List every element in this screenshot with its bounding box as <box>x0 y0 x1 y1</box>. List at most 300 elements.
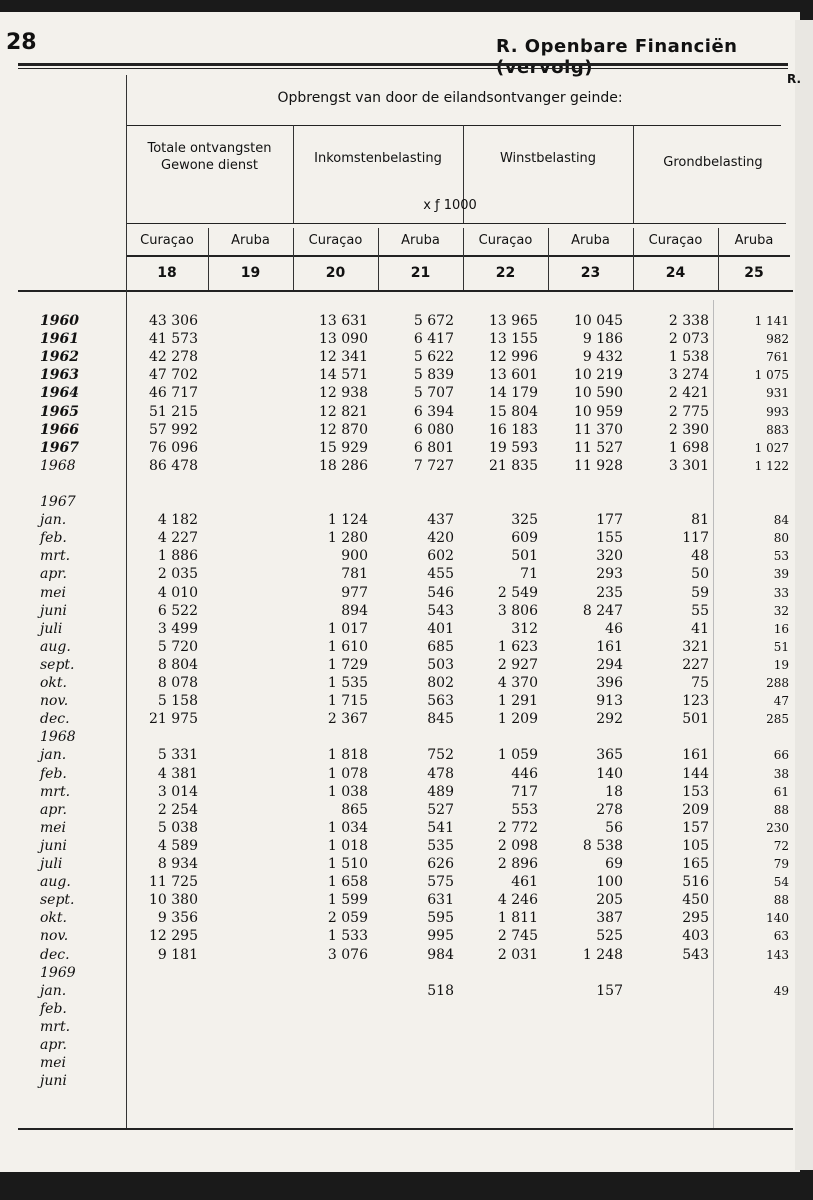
table-cell: 1 291 <box>497 693 538 710</box>
table-cell: 15 804 <box>489 403 538 420</box>
table-cell: 2 421 <box>668 385 709 402</box>
table-cell: 2 772 <box>497 819 538 836</box>
table-cell: 631 <box>427 892 454 909</box>
row-label: apr. <box>40 566 67 583</box>
table-cell: 12 996 <box>489 349 538 366</box>
side-mark: R. <box>787 72 802 86</box>
page-number: 28 <box>6 30 37 55</box>
table-cell: 1 027 <box>754 440 789 455</box>
group-divider <box>633 125 634 223</box>
table-cell: 516 <box>682 874 709 891</box>
table-cell: 2 367 <box>327 711 368 728</box>
table-cell: 5 707 <box>413 385 454 402</box>
table-cell: 61 <box>773 784 789 799</box>
group-divider <box>293 125 294 223</box>
table-cell: 13 631 <box>319 313 368 329</box>
group-header-grond: Grondbelasting <box>663 155 763 170</box>
table-cell: 401 <box>427 620 454 637</box>
table-cell: 76 096 <box>149 439 198 456</box>
row-label: jan. <box>40 747 67 764</box>
row-label: 1961 <box>40 331 79 348</box>
table-cell: 1 715 <box>327 693 368 710</box>
table-cell: 50 <box>691 566 709 583</box>
row-label: juli <box>40 620 63 637</box>
table-cell: 8 078 <box>157 675 198 691</box>
table-cell: 894 <box>341 602 368 619</box>
group-header-winst: Winstbelasting <box>499 151 597 166</box>
row-label: 1965 <box>40 403 79 420</box>
table-cell: 153 <box>682 783 709 800</box>
row-label: 1962 <box>40 349 79 366</box>
table-cell: 2 338 <box>668 313 709 329</box>
table-cell: 14 179 <box>489 385 538 402</box>
table-cell: 140 <box>596 765 623 782</box>
row-label: 1964 <box>40 385 79 402</box>
table-cell: 993 <box>766 404 789 419</box>
table-cell: 285 <box>766 712 789 727</box>
table-cell: 9 432 <box>582 349 623 366</box>
table-cell: 15 929 <box>319 439 368 456</box>
table-cell: 595 <box>427 910 454 927</box>
table-cell: 541 <box>427 819 454 836</box>
column-number: 23 <box>580 265 601 281</box>
table-cell: 177 <box>596 512 623 529</box>
table-cell: 1 886 <box>157 548 198 565</box>
table-cell: 5 331 <box>157 747 198 764</box>
table-cell: 1 818 <box>327 747 368 764</box>
table-cell: 4 182 <box>157 512 198 529</box>
table-cell: 5 622 <box>413 349 454 366</box>
table-cell: 39 <box>773 567 789 582</box>
table-cell: 295 <box>682 910 709 927</box>
table-cell: 9 356 <box>157 910 198 927</box>
table-cell: 525 <box>596 928 623 945</box>
column-number: 18 <box>157 265 177 281</box>
subcol-header-19: Aruba <box>231 233 270 248</box>
table-cell: 53 <box>773 549 789 564</box>
table-cell: 2 390 <box>668 421 709 438</box>
table-cell: 717 <box>511 783 538 800</box>
row-label: mrt. <box>40 548 71 565</box>
table-cell: 1 811 <box>497 910 538 927</box>
table-cell: 1 280 <box>327 530 368 547</box>
table-cell: 802 <box>427 675 454 691</box>
table-cell: 1 599 <box>327 892 368 909</box>
row-label: 1960 <box>40 313 79 329</box>
subcol-header-18: Curaçao <box>140 233 194 248</box>
table-cell: 995 <box>427 928 454 945</box>
table-cell: 5 038 <box>157 819 198 836</box>
table-cell: 489 <box>427 783 454 800</box>
table-cell: 984 <box>427 946 454 963</box>
table-cell: 14 571 <box>319 367 368 384</box>
table-cell: 501 <box>511 548 538 565</box>
unit-label: x ƒ 1000 <box>423 198 477 213</box>
table-cell: 46 <box>605 620 623 637</box>
column-number: 20 <box>325 265 346 281</box>
table-cell: 8 538 <box>582 837 623 854</box>
table-cell: 7 727 <box>413 457 454 474</box>
table-cell: 365 <box>596 747 623 764</box>
table-cell: 144 <box>682 765 709 782</box>
table-cell: 84 <box>773 513 789 528</box>
table-cell: 41 <box>691 620 709 637</box>
row-label: mei <box>40 819 67 836</box>
row-label: 1968 <box>40 457 76 474</box>
table-cell: 21 975 <box>149 711 198 728</box>
subcol-header-24: Curaçao <box>648 233 703 248</box>
row-label: jan. <box>40 512 67 529</box>
table-cell: 1 124 <box>327 512 368 529</box>
table-cell: 325 <box>511 512 538 529</box>
header-rule-2 <box>126 223 786 224</box>
row-label: aug. <box>40 638 71 655</box>
row-label: aug. <box>40 874 71 891</box>
table-cell: 140 <box>766 911 789 926</box>
table-cell: 1 017 <box>327 620 368 637</box>
table-cell: 55 <box>691 602 709 619</box>
table-cell: 3 076 <box>327 946 368 963</box>
header-rule-4 <box>18 290 793 292</box>
table-cell: 1 623 <box>497 638 538 655</box>
table-cell: 3 274 <box>668 367 709 384</box>
table-cell: 9 181 <box>157 946 198 963</box>
table-cell: 72 <box>773 838 789 853</box>
table-cell: 4 010 <box>157 584 198 601</box>
row-label: 1968 <box>40 729 76 746</box>
table-cell: 227 <box>682 656 709 673</box>
row-label: okt. <box>40 675 67 691</box>
row-label: juli <box>40 856 63 872</box>
table-cell: 761 <box>766 350 789 365</box>
row-label: sept. <box>40 656 75 673</box>
table-cell: 42 278 <box>149 349 198 366</box>
table-cell: 3 014 <box>157 783 198 800</box>
subcol-header-25: Aruba <box>734 233 774 248</box>
table-cell: 10 045 <box>574 313 623 329</box>
subcol-header-20: Curaçao <box>308 233 363 248</box>
table-cell: 450 <box>682 892 709 909</box>
table-cell: 100 <box>596 874 623 891</box>
table-cell: 1 535 <box>327 675 368 691</box>
table-cell: 2 059 <box>327 910 368 927</box>
row-label: 1967 <box>40 494 76 510</box>
table-cell: 982 <box>766 332 789 347</box>
table-cell: 931 <box>766 386 789 401</box>
table-cell: 2 098 <box>497 837 538 854</box>
table-cell: 51 <box>773 639 789 654</box>
table-cell: 321 <box>682 638 709 655</box>
table-cell: 900 <box>341 548 368 565</box>
table-cell: 38 <box>773 766 789 781</box>
table-cell: 12 295 <box>149 928 198 945</box>
table-cell: 1 538 <box>668 349 709 366</box>
table-cell: 6 522 <box>157 602 198 619</box>
table-cell: 10 380 <box>149 892 198 909</box>
row-label: apr. <box>40 801 67 818</box>
table-cell: 11 725 <box>149 874 198 891</box>
super-header: Opbrengst van door de eilandsontvanger geinde: <box>277 90 623 106</box>
table-cell: 478 <box>427 765 454 782</box>
table-cell: 12 821 <box>319 403 368 420</box>
table-cell: 66 <box>773 748 789 763</box>
table-cell: 1 610 <box>327 638 368 655</box>
table-cell: 2 775 <box>668 403 709 420</box>
table-cell: 4 227 <box>157 530 198 547</box>
table-cell: 278 <box>596 801 623 818</box>
table-cell: 553 <box>511 801 538 818</box>
table-cell: 609 <box>511 530 538 547</box>
row-label: juni <box>40 1073 67 1090</box>
table-cell: 2 031 <box>497 946 538 963</box>
table-cell: 81 <box>691 512 709 529</box>
table-cell: 56 <box>605 819 623 836</box>
row-label: sept. <box>40 892 75 909</box>
table-cell: 143 <box>766 947 789 962</box>
table-cell: 157 <box>596 982 623 999</box>
table-cell: 9 186 <box>582 331 623 348</box>
table-cell: 21 835 <box>489 457 538 474</box>
table-cell: 437 <box>427 512 454 529</box>
table-cell: 2 254 <box>157 801 198 818</box>
table-cell: 57 992 <box>149 421 198 438</box>
row-label: feb. <box>40 765 67 782</box>
table-cell: 1 209 <box>497 711 538 728</box>
table-cell: 845 <box>427 711 454 728</box>
row-label: nov. <box>40 693 69 710</box>
table-cell: 11 527 <box>574 439 623 456</box>
running-title: R. Openbare Financiën <box>496 36 738 57</box>
row-label: dec. <box>40 711 70 728</box>
row-label: nov. <box>40 928 69 945</box>
row-label: jan. <box>40 982 67 999</box>
table-cell: 8 804 <box>157 656 198 673</box>
table-cell: 535 <box>427 837 454 854</box>
table-cell: 2 927 <box>497 656 538 673</box>
faint-divider <box>713 300 714 1128</box>
table-cell: 752 <box>427 747 454 764</box>
table-cell: 543 <box>427 602 454 619</box>
table-cell: 11 370 <box>574 421 623 438</box>
table-cell: 5 672 <box>413 313 454 329</box>
table-cell: 16 183 <box>489 421 538 438</box>
table-cell: 2 549 <box>497 584 538 601</box>
table-cell: 1 729 <box>327 656 368 673</box>
table-cell: 503 <box>427 656 454 673</box>
table-cell: 563 <box>427 693 454 710</box>
row-label: dec. <box>40 946 70 963</box>
table-cell: 6 080 <box>413 421 454 438</box>
table-cell: 117 <box>682 530 709 547</box>
table-cell: 209 <box>682 801 709 818</box>
table-cell: 1 698 <box>668 439 709 456</box>
table-cell: 157 <box>682 819 709 836</box>
table-cell: 18 <box>605 783 623 800</box>
row-label: juni <box>40 602 67 619</box>
table-cell: 161 <box>596 638 623 655</box>
top-rule <box>18 63 788 66</box>
table-cell: 161 <box>682 747 709 764</box>
table-cell: 88 <box>773 802 789 817</box>
table-cell: 293 <box>596 566 623 583</box>
column-number: 24 <box>665 265 686 281</box>
table-cell: 16 <box>773 621 789 636</box>
table-cell: 1 034 <box>327 819 368 836</box>
table-cell: 1 510 <box>327 856 368 872</box>
table-cell: 105 <box>682 837 709 854</box>
table-cell: 88 <box>773 893 789 908</box>
column-number: 21 <box>410 265 431 281</box>
table-cell: 518 <box>427 982 454 999</box>
table-cell: 977 <box>341 584 368 601</box>
table-cell: 1 059 <box>497 747 538 764</box>
table-cell: 1 248 <box>582 946 623 963</box>
table-cell: 1 078 <box>327 765 368 782</box>
column-number: 22 <box>495 265 516 281</box>
table-cell: 396 <box>596 675 623 691</box>
table-cell: 48 <box>691 548 709 565</box>
table-cell: 420 <box>427 530 454 547</box>
table-cell: 41 573 <box>149 331 198 348</box>
top-rule-thin <box>18 68 788 69</box>
table-cell: 3 806 <box>497 602 538 619</box>
table-cell: 5 720 <box>157 638 198 655</box>
table-cell: 626 <box>427 856 454 872</box>
table-cell: 685 <box>427 638 454 655</box>
table-cell: 10 219 <box>574 367 623 384</box>
table-cell: 387 <box>596 910 623 927</box>
row-label: mei <box>40 584 67 601</box>
table-cell: 46 717 <box>149 385 198 402</box>
table-cell: 6 417 <box>413 331 454 348</box>
subcol-header-22: Curaçao <box>478 233 533 248</box>
table-cell: 79 <box>773 857 789 871</box>
table-cell: 19 <box>773 657 789 672</box>
table-cell: 2 035 <box>157 566 198 583</box>
table-cell: 47 702 <box>149 367 198 384</box>
bottom-rule <box>18 1128 793 1130</box>
table-cell: 10 959 <box>574 403 623 420</box>
table-cell: 80 <box>773 531 789 546</box>
table-cell: 1 533 <box>327 928 368 945</box>
table-cell: 51 215 <box>149 403 198 420</box>
row-label: feb. <box>40 530 67 547</box>
table-cell: 3 301 <box>668 457 709 474</box>
table-cell: 13 601 <box>489 367 538 384</box>
table-cell: 527 <box>427 801 454 818</box>
table-cell: 13 090 <box>319 331 368 348</box>
table-cell: 12 938 <box>319 385 368 402</box>
table-cell: 1 075 <box>754 368 789 383</box>
row-label: mrt. <box>40 1018 71 1035</box>
table-cell: 165 <box>682 856 709 872</box>
table-cell: 1 141 <box>754 314 789 328</box>
table-cell: 294 <box>596 656 623 673</box>
table-cell: 12 870 <box>319 421 368 438</box>
row-label: apr. <box>40 1037 67 1053</box>
header-rule-1 <box>126 125 781 126</box>
group-header-totale: Totale ontvangsten Gewone dienst <box>147 141 272 173</box>
table-cell: 461 <box>511 874 538 891</box>
subcol-header-21: Aruba <box>401 233 440 248</box>
table-cell: 18 286 <box>319 457 368 474</box>
table-cell: 6 394 <box>413 403 454 420</box>
next-page-edge <box>795 20 813 1170</box>
table-cell: 501 <box>682 711 709 728</box>
table-cell: 2 073 <box>668 331 709 348</box>
table-cell: 2 896 <box>497 856 538 872</box>
table-cell: 913 <box>596 693 623 710</box>
row-label: feb. <box>40 1000 67 1017</box>
table-cell: 13 155 <box>489 331 538 348</box>
row-label: 1966 <box>40 421 79 438</box>
table-cell: 1 038 <box>327 783 368 800</box>
table-cell: 13 965 <box>489 313 538 329</box>
table-cell: 2 745 <box>497 928 538 945</box>
document-page <box>0 12 800 1172</box>
table-cell: 781 <box>341 566 368 583</box>
table-cell: 288 <box>766 676 789 690</box>
table-cell: 1 018 <box>327 837 368 854</box>
table-cell: 4 589 <box>157 837 198 854</box>
table-cell: 155 <box>596 530 623 547</box>
table-cell: 3 499 <box>157 620 198 637</box>
table-cell: 883 <box>766 422 789 437</box>
table-cell: 11 928 <box>574 457 623 474</box>
table-cell: 4 246 <box>497 892 538 909</box>
table-cell: 8 934 <box>157 856 198 872</box>
table-cell: 4 381 <box>157 765 198 782</box>
table-cell: 1 122 <box>754 458 789 473</box>
table-cell: 865 <box>341 801 368 818</box>
table-cell: 59 <box>691 584 709 601</box>
row-label: 1963 <box>40 367 79 384</box>
row-label: mrt. <box>40 783 71 800</box>
table-cell: 75 <box>691 675 709 691</box>
table-cell: 63 <box>773 929 789 944</box>
table-cell: 10 590 <box>574 385 623 402</box>
table-cell: 32 <box>773 603 789 618</box>
table-cell: 543 <box>682 946 709 963</box>
table-cell: 69 <box>605 856 623 872</box>
table-cell: 235 <box>596 584 623 601</box>
table-cell: 49 <box>773 983 789 998</box>
table-cell: 4 370 <box>497 675 538 691</box>
column-number: 25 <box>744 265 764 281</box>
table-cell: 6 801 <box>413 439 454 456</box>
row-label: 1967 <box>40 439 79 456</box>
row-label: okt. <box>40 910 67 927</box>
table-cell: 86 478 <box>149 457 198 474</box>
header-rule-3 <box>126 255 790 257</box>
table-cell: 230 <box>766 820 789 835</box>
table-cell: 546 <box>427 584 454 601</box>
table-cell: 575 <box>427 874 454 891</box>
table-cell: 8 247 <box>582 602 623 619</box>
table-cell: 54 <box>773 875 789 890</box>
table-cell: 12 341 <box>319 349 368 366</box>
table-cell: 5 839 <box>413 367 454 384</box>
table-cell: 5 158 <box>157 693 198 710</box>
group-header-inkomsten: Inkomstenbelasting <box>314 151 442 166</box>
table-cell: 1 658 <box>327 874 368 891</box>
table-cell: 320 <box>596 548 623 565</box>
table-cell: 47 <box>773 694 789 709</box>
table-cell: 312 <box>511 620 538 637</box>
table-cell: 71 <box>520 566 538 583</box>
row-label: juni <box>40 837 67 854</box>
column-number: 19 <box>240 265 261 281</box>
